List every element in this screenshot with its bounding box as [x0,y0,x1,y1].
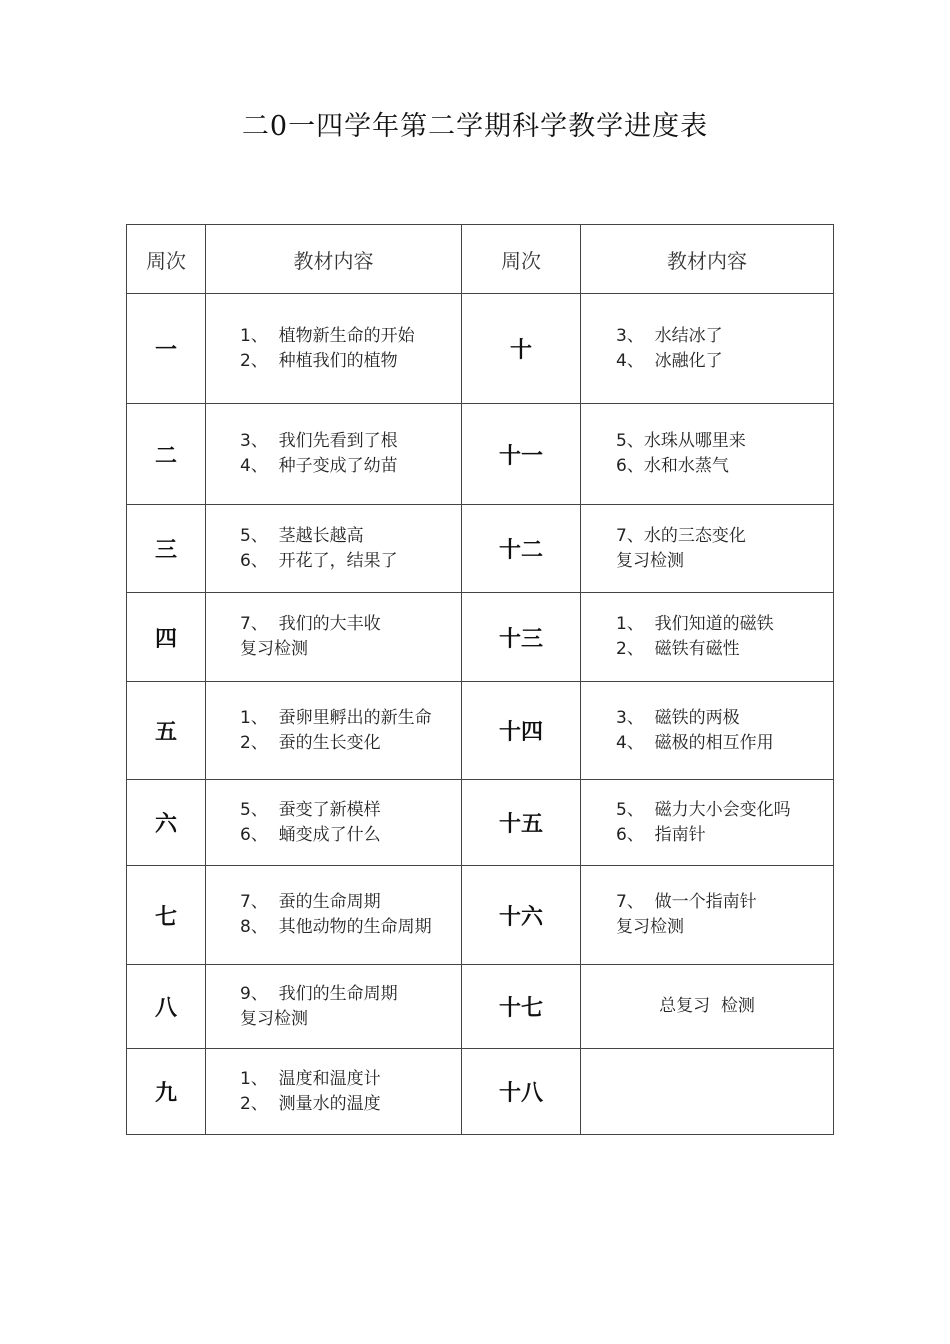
content-line: 1、 蚕卵里孵出的新生命 [240,707,432,728]
week-left: 二 [127,404,206,505]
week-left: 五 [127,682,206,780]
week-right: 十一 [462,404,581,505]
content-line: 1、 我们知道的磁铁 [616,614,774,634]
content-left [206,404,462,505]
content-line: 6、 开花了，结果了 [240,550,398,571]
content-line: 7、 我们的大丰收 [240,614,381,634]
content-line: 7、 蚕的生命周期 [240,892,381,912]
content-line: 5、 茎越长越高 [240,525,364,546]
page-title: 二0一四学年第二学期科学教学进度表 [241,111,709,142]
content-left [206,593,462,682]
week-right: 十八 [462,1049,581,1135]
schedule-table [126,224,834,1135]
content-line: 2、 磁铁有磁性 [616,639,740,659]
content-line: 7、 做一个指南针 [616,892,757,912]
table-row [127,682,834,780]
content-line: 复习检测 [240,639,308,659]
week-left: 九 [127,1049,206,1135]
week-right: 十五 [462,780,581,866]
content-line: 复习检测 [616,550,684,571]
content-line: 复习检测 [240,1008,308,1029]
content-left [206,294,462,404]
content-line: 2、 种植我们的植物 [240,350,398,371]
content-line: 2、 蚕的生长变化 [240,732,381,753]
content-right [581,866,834,965]
week-right: 十三 [462,593,581,682]
week-right: 十四 [462,682,581,780]
week-right: 十七 [462,965,581,1049]
content-line: 复习检测 [616,917,684,937]
content-line: 9、 我们的生命周期 [240,983,398,1004]
content-line: 4、 冰融化了 [616,350,723,371]
content-line: 4、 磁极的相互作用 [616,732,774,753]
content-line: 6、 指南针 [616,824,706,845]
content-right [581,404,834,505]
week-right: 十 [462,294,581,404]
content-left [206,866,462,965]
table-row [127,294,834,404]
content-line: 5、 磁力大小会变化吗 [616,799,791,820]
header-week-left: 周次 [127,225,206,294]
content-line: 8、 其他动物的生命周期 [240,917,432,937]
content-line: 5、 蚕变了新模样 [240,799,381,820]
content-line: 4、 种子变成了幼苗 [240,456,398,476]
week-right: 十二 [462,505,581,593]
content-left [206,505,462,593]
content-line: 7、水的三态变化 [616,525,746,546]
table-row [127,404,834,505]
content-right [581,505,834,593]
content-line: 5、水珠从哪里来 [616,431,746,451]
content-line: 2、 测量水的温度 [240,1093,381,1114]
week-left: 六 [127,780,206,866]
content-left [206,1049,462,1135]
week-left: 三 [127,505,206,593]
content-line: 1、 植物新生命的开始 [240,325,415,346]
content-right [581,780,834,866]
table-row [127,1049,834,1135]
table-row [127,866,834,965]
week-left: 四 [127,593,206,682]
content-line: 3、 水结冰了 [616,325,723,346]
table-row [127,593,834,682]
week-right: 十六 [462,866,581,965]
content-left [206,965,462,1049]
table-row [127,505,834,593]
content-right [581,682,834,780]
header-content-left: 教材内容 [206,225,462,294]
week-left: 八 [127,965,206,1049]
table-row [127,780,834,866]
week-left: 一 [127,294,206,404]
table-row [127,965,834,1049]
content-right [581,294,834,404]
content-line: 6、水和水蒸气 [616,456,729,476]
header-content-right: 教材内容 [581,225,834,294]
content-left [206,682,462,780]
content-line: 6、 蛹变成了什么 [240,824,381,845]
week-left: 七 [127,866,206,965]
content-right [581,965,834,1049]
content-left [206,780,462,866]
content-line: 1、 温度和温度计 [240,1068,381,1089]
header-week-right: 周次 [462,225,581,294]
header-row [127,225,834,294]
content-line: 总复习 检测 [659,996,755,1016]
content-line: 3、 磁铁的两极 [616,707,740,728]
content-right [581,1049,834,1135]
content-right [581,593,834,682]
content-line: 3、 我们先看到了根 [240,431,398,451]
